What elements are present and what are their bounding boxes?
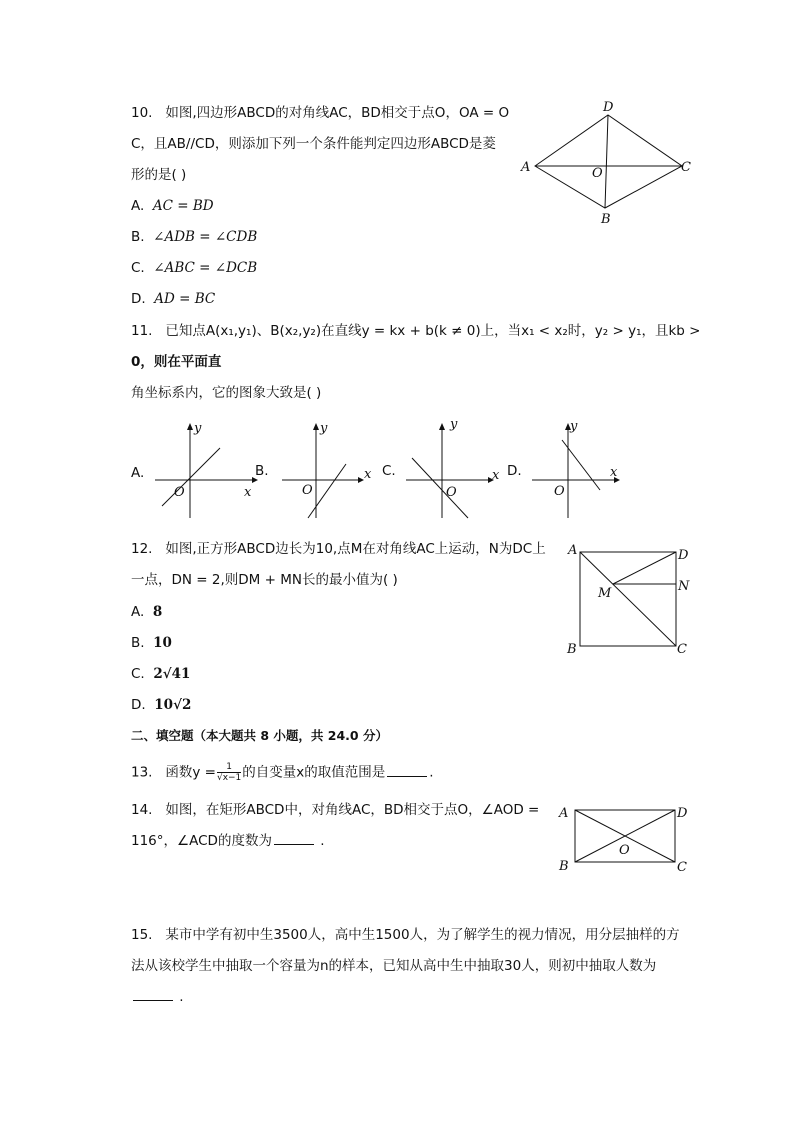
q11-graph-c (402, 414, 512, 520)
q11-graph-c-o: O (446, 485, 457, 500)
q10-label-a: A (521, 160, 531, 175)
q11-graph-c-x: x (492, 468, 500, 483)
q10-option-c: C. ∠ABC = ∠DCB (131, 260, 258, 276)
q11-graph-b-y: y (320, 421, 328, 436)
q10-label-b: B (601, 212, 611, 227)
q10-label-d: D (603, 100, 614, 115)
q13-number: 13. (131, 764, 153, 781)
q10-text-line3: 形的是( ) (131, 167, 187, 183)
q14-label-c: C (677, 860, 687, 875)
q12-option-b: B. 10 (131, 635, 172, 651)
q11-graph-c-y: y (450, 417, 458, 432)
q10-label-o: O (592, 166, 603, 181)
q11-number: 11. (131, 323, 153, 339)
q14-text-line2: 116°，∠ACD的度数为 (131, 833, 272, 849)
q11-graph-d-y: y (570, 419, 578, 434)
q15-text-line1: 某市中学有初中生3500人，高中生1500人，为了解学生的视力情况，用分层抽样的方 (165, 927, 680, 943)
q11-graph-d-o: O (554, 484, 565, 499)
q13-suffix: 的自变量x的取值范围是 (242, 764, 386, 781)
section-title-fill-in: 二、填空题（本大题共 8 小题，共 24.0 分） (131, 728, 388, 743)
q11-graph-d-label: D. (507, 463, 522, 479)
q11-graph-a-y: y (194, 421, 202, 436)
q13-prefix: 函数y = (165, 764, 216, 781)
q12-label-m: M (598, 586, 612, 601)
q12-label-d: D (678, 548, 689, 563)
q14-text-line1: 如图，在矩形ABCD中，对角线AC，BD相交于点O，∠AOD = (165, 802, 540, 818)
q11-graph-b-o: O (302, 483, 313, 498)
q13-line: 13. 函数y = $\frac{1}{√x-1}$ 的自变量x的取值范围是 . (131, 762, 434, 783)
q12-label-a: A (568, 543, 578, 558)
q10-option-d: D. AD = BC (131, 291, 216, 307)
q13-frac-bot: √x−1 (216, 773, 242, 783)
q14-rectangle-figure (555, 800, 695, 880)
q10-number: 10. (131, 105, 153, 121)
q14-number: 14. (131, 802, 153, 818)
q10-label-c: C (681, 160, 691, 175)
q14-answer-blank[interactable] (274, 832, 314, 845)
q11-graph-d-x: x (610, 465, 618, 480)
q12-text-line1: 如图,正方形ABCD边长为10,点M在对角线AC上运动，N为DC上 (165, 541, 546, 557)
q14-label-d: D (677, 806, 688, 821)
q14-line1 (131, 801, 539, 819)
q10-text-line2: C，且AB//CD，则添加下列一个条件能判定四边形ABCD是菱 (131, 136, 496, 152)
q15-answer-blank[interactable] (133, 988, 173, 1001)
q10-option-a: A. AC = BD (131, 198, 214, 214)
q12-text-line2: 一点，DN = 2,则DM + MN长的最小值为( ) (131, 572, 398, 588)
q14-label-o: O (619, 843, 630, 858)
q14-line2: 116°，∠ACD的度数为 . (131, 833, 325, 849)
q14-label-a: A (559, 806, 569, 821)
q10-rhombus-figure (515, 100, 695, 230)
q10-text-line1: 如图,四边形ABCD的对角线AC，BD相交于点O，OA = O (165, 105, 510, 121)
q10-line1 (131, 104, 509, 122)
q15-line3: . (131, 988, 184, 1006)
q11-text-line3: 角坐标系内，它的图象大致是( ) (131, 385, 322, 401)
q11-graph-b-label: B. (255, 463, 269, 479)
q11-graph-a-x: x (244, 485, 252, 500)
q13-frac-top: 1 (217, 762, 241, 773)
q11-text-line1: 已知点A(x₁,y₁)、B(x₂,y₂)在直线y = kx + b(k ≠ 0)上，当x₁ < x₂时，y₂ > y₁，且kb > (165, 323, 701, 339)
q13-fraction (217, 762, 241, 783)
q15-number: 15. (131, 927, 153, 943)
q12-option-d: D. 10√2 (131, 697, 192, 713)
q11-graph-d (528, 418, 638, 520)
q12-square-figure (565, 540, 695, 660)
q15-text-line2: 法从该校学生中抽取一个容量为n的样本，已知从高中生中抽取30人，则初中抽取人数为 (131, 958, 657, 974)
q13-answer-blank[interactable] (387, 764, 427, 777)
q11-graph-a-label: A. (131, 465, 145, 481)
q12-number: 12. (131, 541, 153, 557)
q11-graph-c-label: C. (382, 463, 396, 479)
q14-label-b: B (559, 859, 569, 874)
q15-line1 (131, 926, 680, 944)
q12-option-a: A. 8 (131, 604, 163, 620)
q12-label-b: B (567, 642, 577, 657)
q11-graph-b-x: x (364, 467, 372, 482)
q12-line1 (131, 540, 546, 558)
q12-option-c: C. 2√41 (131, 666, 191, 682)
q12-label-c: C (677, 642, 687, 657)
q11-graph-b (278, 418, 388, 520)
q11-graph-a (150, 418, 260, 520)
q11-graph-a-o: O (174, 485, 185, 500)
q10-option-b: B. ∠ADB = ∠CDB (131, 229, 258, 245)
q11-text-line2: 0，则在平面直 (131, 354, 222, 370)
q12-label-n: N (678, 579, 690, 594)
q11-line1 (131, 322, 700, 340)
